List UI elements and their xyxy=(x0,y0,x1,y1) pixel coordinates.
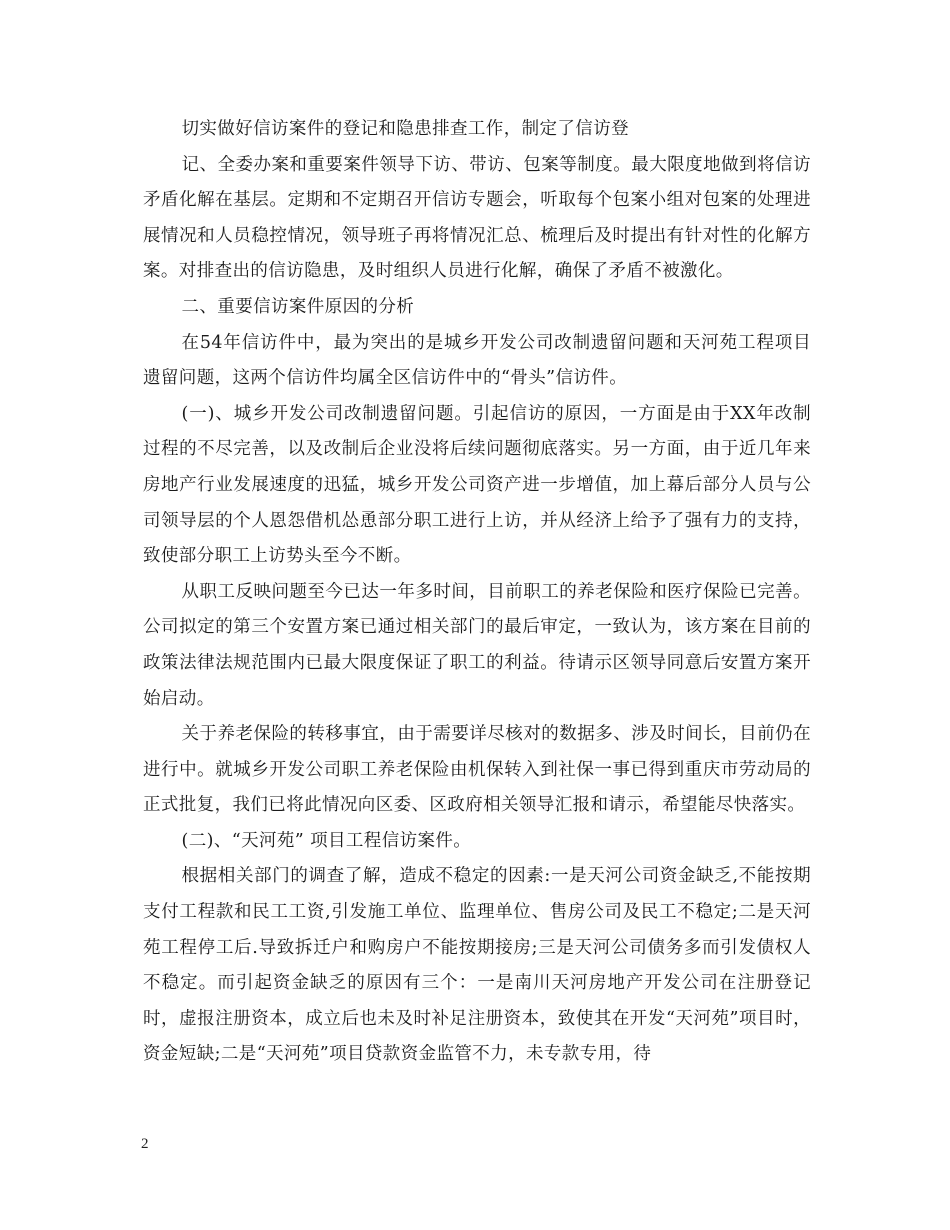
paragraph-6: 关于养老保险的转移事宜，由于需要详尽核对的数据多、涉及时间长，目前仍在进行中。就城乡开发公司职工养老保险由机保转入到社保一事已得到重庆市劳动局的正式批复，我们已将此情况向区委、区政府相关领导汇报和请示，希望能尽快落实。 xyxy=(143,724,811,816)
subsection-heading-2: (二)、“天河苑” 项目工程信访案件。 xyxy=(181,830,472,851)
page-number: 2 xyxy=(141,1136,149,1152)
paragraph-7: 根据相关部门的调查了解，造成不稳定的因素:一是天河公司资金缺乏,不能按期支付工程款和民工工资,引发施工单位、监理单位、售房公司及民工不稳定;二是天河苑工程停工后.导致拆迁户和购房户不能按期接房;三是天河公司债务多而引发债权人不稳定。而引起资金缺乏的原因有三个：一是南川天河房地产开发公司在注册登记时，虚报注册资本，成立后也未及时补足注册资本，致使其在开发“天河苑”项目时，资金短缺;二是“天河苑”项目贷款资金监管不力，未专款专用，待 xyxy=(143,866,811,1065)
paragraph-5: 从职工反映问题至今已达一年多时间，目前职工的养老保险和医疗保险已完善。公司拟定的第三个安置方案已通过相关部门的最后审定，一致认为，该方案在目前的政策法律法规范围内已最大限度保证了职工的利益。待请示区领导同意后安置方案开始启动。 xyxy=(143,581,811,709)
section-heading-2: 二、重要信访案件原因的分析 xyxy=(181,296,415,317)
paragraph-4: (一)、城乡开发公司改制遗留问题。引起信访的原因，一方面是由于XX年改制过程的不尽完善，以及改制后企业没将后续问题彻底落实。另一方面，由于近几年来房地产行业发展速度的迅猛，城乡开发公司资产进一步增值，加上幕后部分人员与公司领导层的个人恩怨借机怂恿部分职工进行上访，并从经济上给予了强有力的支持，致使部分职工上访势头至今不断。 xyxy=(143,403,811,567)
paragraph-1: 切实做好信访案件的登记和隐患排查工作，制定了信访登 xyxy=(181,119,629,139)
paragraph-2: 记、全委办案和重要案件领导下访、带访、包案等制度。最大限度地做到将信访矛盾化解在基层。定期和不定期召开信访专题会，听取每个包案小组对包案的处理进展情况和人员稳控情况，领导班子再将情况汇总、梳理后及时提出有针对性的化解方案。对排查出的信访隐患，及时组织人员进行化解，确保了矛盾不被激化。 xyxy=(143,154,811,282)
paragraph-3: 在54年信访件中，最为突出的是城乡开发公司改制遗留问题和天河苑工程项目遗留问题，这两个信访件均属全区信访件中的“骨头”信访件。 xyxy=(143,332,811,389)
document-body xyxy=(143,112,811,1073)
